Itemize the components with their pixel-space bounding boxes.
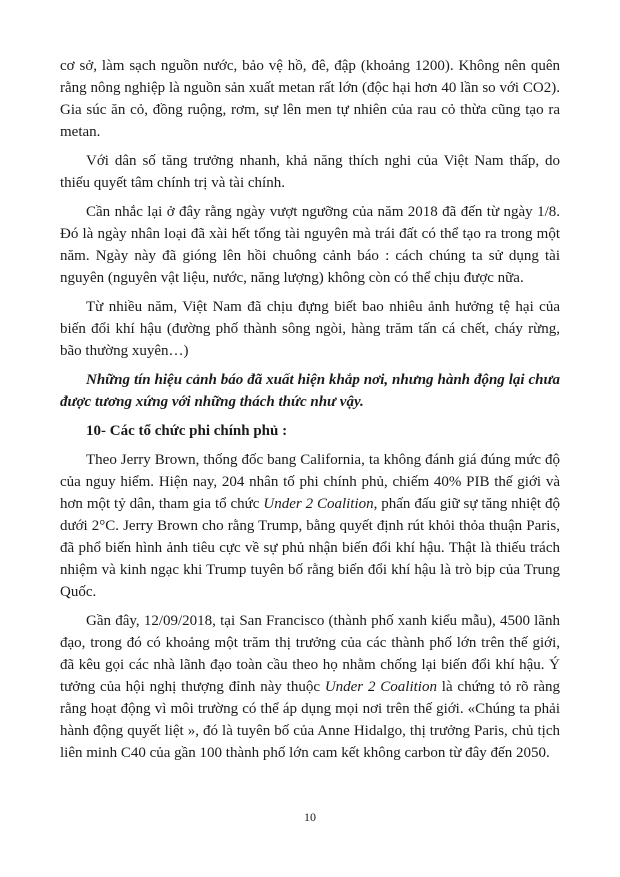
paragraph-overshoot-day: Cần nhắc lại ở đây rằng ngày vượt ngưỡng của năm 2018 đã đến từ ngày 1/8. Đó là ngày nhân loại đã xài hết tổng tài nguyên mà trái đất có thể tạo ra trong một năm. Ngày này đã gióng lên hồi chuông cảnh báo : cách chúng ta sử dụng tài nguyên (nguyên vật liệu, nước, năng lượng) không còn có thể chịu được nữa. xyxy=(60,204,560,286)
paragraph-continuation: cơ sở, làm sạch nguồn nước, bảo vệ hồ, đê, đập (khoảng 1200). Không nên quên rằng nông nghiệp là nguồn sản xuất metan rất lớn (độc hại hơn 40 lần so với CO2). Gia súc ăn cỏ, đồng ruộng, rơm, sự lên men tự nhiên của rau cỏ thừa cũng tạo ra metan. xyxy=(60,58,560,140)
organization-name: Under 2 Coalition xyxy=(324,679,437,695)
paragraph-san-francisco xyxy=(60,610,560,764)
document-body xyxy=(60,55,560,771)
page-number: 10 xyxy=(304,810,316,824)
paragraph-warning-signals: Những tín hiệu cảnh báo đã xuất hiện khắp nơi, nhưng hành động lại chưa được tương xứng với những thách thức như vậy. xyxy=(60,372,560,410)
organization-name: Under 2 Coalition xyxy=(263,496,374,512)
paragraph-text: Gần đây, 12/09/2018, tại San Francisco (thành phố xanh kiểu mẫu), 4500 lãnh đạo, trong đó có khoảng một trăm thị trưởng của các thành phố lớn trên thế giới, đã kêu gọi các nhà lãnh đạo toàn cầu theo họ nhằm chống lại biến đổi khí hậu. Ý tưởng của hội nghị thượng đỉnh này thuộc xyxy=(60,613,560,695)
paragraph-text: là chứng tỏ rõ ràng rằng hoạt động vì môi trường có thể áp dụng mọi nơi trên thế giới. «Chúng ta phải hành động quyết liệt », đó là tuyên bố của Anne Hidalgo, thị trưởng Paris, chủ tịch liên minh C40 của gần 100 thành phố lớn cam kết không carbon từ đây đến 2050. xyxy=(60,679,560,761)
paragraph-population: Với dân số tăng trưởng nhanh, khả năng thích nghi của Việt Nam thấp, do thiếu quyết tâm chính trị và tài chính. xyxy=(60,153,560,191)
section-heading: 10- Các tổ chức phi chính phủ : xyxy=(86,423,288,439)
paragraph-jerry-brown xyxy=(60,449,560,603)
paragraph-text: , phấn đấu giữ sự tăng nhiệt độ dưới 2°C. Jerry Brown cho rằng Trump, bằng quyết định rút khỏi thỏa thuận Paris, đã phổ biến hình ảnh tiêu cực về sự phủ nhận biến đổi khí hậu. Thật là thiếu trách nhiệm và kinh ngạc khi Trump tuyên bố rằng biến đổi khí hậu là trò bịp của Trung Quốc. xyxy=(60,496,560,600)
paragraph-text: Theo Jerry Brown, thống đốc bang California, ta không đánh giá đúng mức độ của nguy hiểm. Hiện nay, 204 nhân tố phi chính phủ, chiếm 40% PIB thế giới và hơn một tỷ dân, tham gia tổ chức xyxy=(60,452,560,512)
paragraph-vietnam-impacts: Từ nhiều năm, Việt Nam đã chịu đựng biết bao nhiêu ảnh hưởng tệ hại của biến đổi khí hậu (đường phố thành sông ngòi, hàng trăm tấn cá chết, cháy rừng, bão thường xuyên…) xyxy=(60,299,560,359)
